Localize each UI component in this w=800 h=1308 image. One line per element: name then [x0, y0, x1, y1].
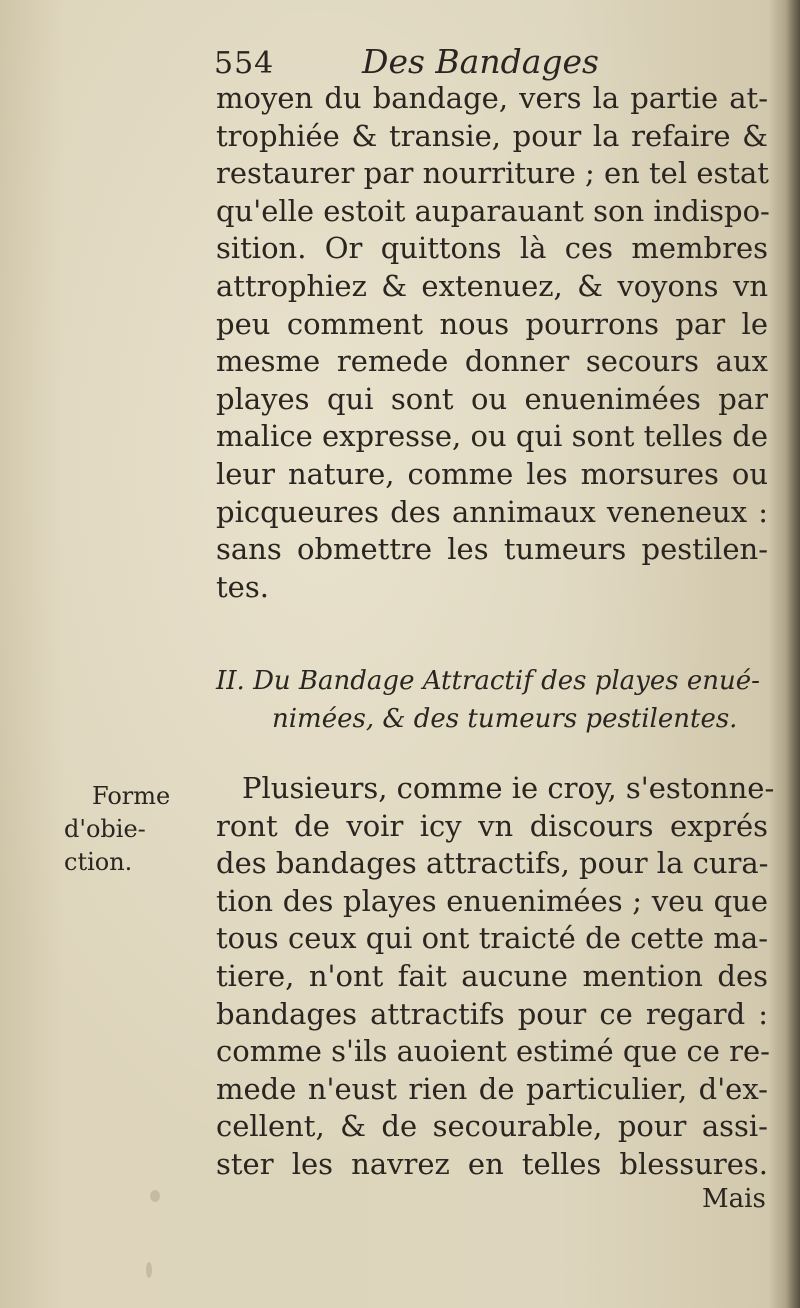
text-line: mesme remede donner secours aux: [216, 344, 768, 379]
page-number: 554: [214, 46, 275, 81]
running-title: Des Bandages: [362, 42, 599, 81]
text-line: peu comment nous pourrons par le: [216, 306, 768, 341]
section-heading: [216, 662, 776, 738]
text-line: sition. Or quittons là ces membres: [216, 231, 768, 266]
text-line: cellent, & de secourable, pour assi-: [216, 1109, 768, 1144]
margin-note-line: d'obie-: [64, 815, 146, 843]
text-line: ront de voir icy vn discours exprés: [216, 808, 768, 843]
text-line: tes.: [216, 569, 269, 604]
text-block-2: [216, 770, 775, 1184]
text-line: malice expresse, ou qui sont telles de: [216, 419, 768, 454]
text-line: comme s'ils auoient estimé que ce re-: [216, 1034, 770, 1069]
text-line: attrophiez & extenuez, & voyons vn: [216, 268, 768, 303]
catchword: Mais: [702, 1184, 766, 1214]
text-line: moyen du bandage, vers la partie at-: [216, 81, 768, 115]
text-line: qu'elle estoit auparauant son indispo-: [216, 193, 770, 228]
margin-note-line: Forme: [92, 782, 171, 810]
text-line: tiere, n'ont fait aucune mention des: [216, 958, 768, 993]
section-heading-line: nimées, & des tumeurs pestilentes.: [272, 704, 738, 734]
text-line: Plusieurs, comme ie croy, s'estonne-: [242, 771, 775, 805]
text-line: sans obmettre les tumeurs pestilen-: [216, 532, 768, 567]
text-line: bandages attractifs pour ce regard :: [216, 996, 768, 1031]
text-line: tion des playes enuenimées ; veu que: [216, 883, 768, 918]
text-line: mede n'eust rien de particulier, d'ex-: [216, 1071, 768, 1106]
page-edge-shadow: [786, 0, 800, 1308]
text-line: leur nature, comme les morsures ou: [216, 456, 768, 491]
ink-smudge: [146, 1262, 152, 1278]
text-line: tous ceux qui ont traicté de cette ma-: [216, 921, 768, 956]
ink-smudge: [150, 1190, 160, 1202]
section-heading-line: II. Du Bandage Attractif des playes enué-: [216, 666, 760, 696]
text-line: des bandages attractifs, pour la cura-: [216, 846, 769, 881]
margin-note-line: ction.: [64, 848, 133, 876]
text-block-1: [216, 80, 768, 606]
text-line: restaurer par nourriture ; en tel estat: [216, 156, 769, 191]
margin-note: [64, 780, 194, 879]
text-line: picqueures des annimaux veneneux :: [216, 494, 768, 529]
text-line: trophiée & transie, pour la refaire &: [216, 118, 768, 153]
text-line: ster les navrez en telles blessures.: [216, 1146, 768, 1181]
text-line: playes qui sont ou enuenimées par: [216, 381, 768, 416]
